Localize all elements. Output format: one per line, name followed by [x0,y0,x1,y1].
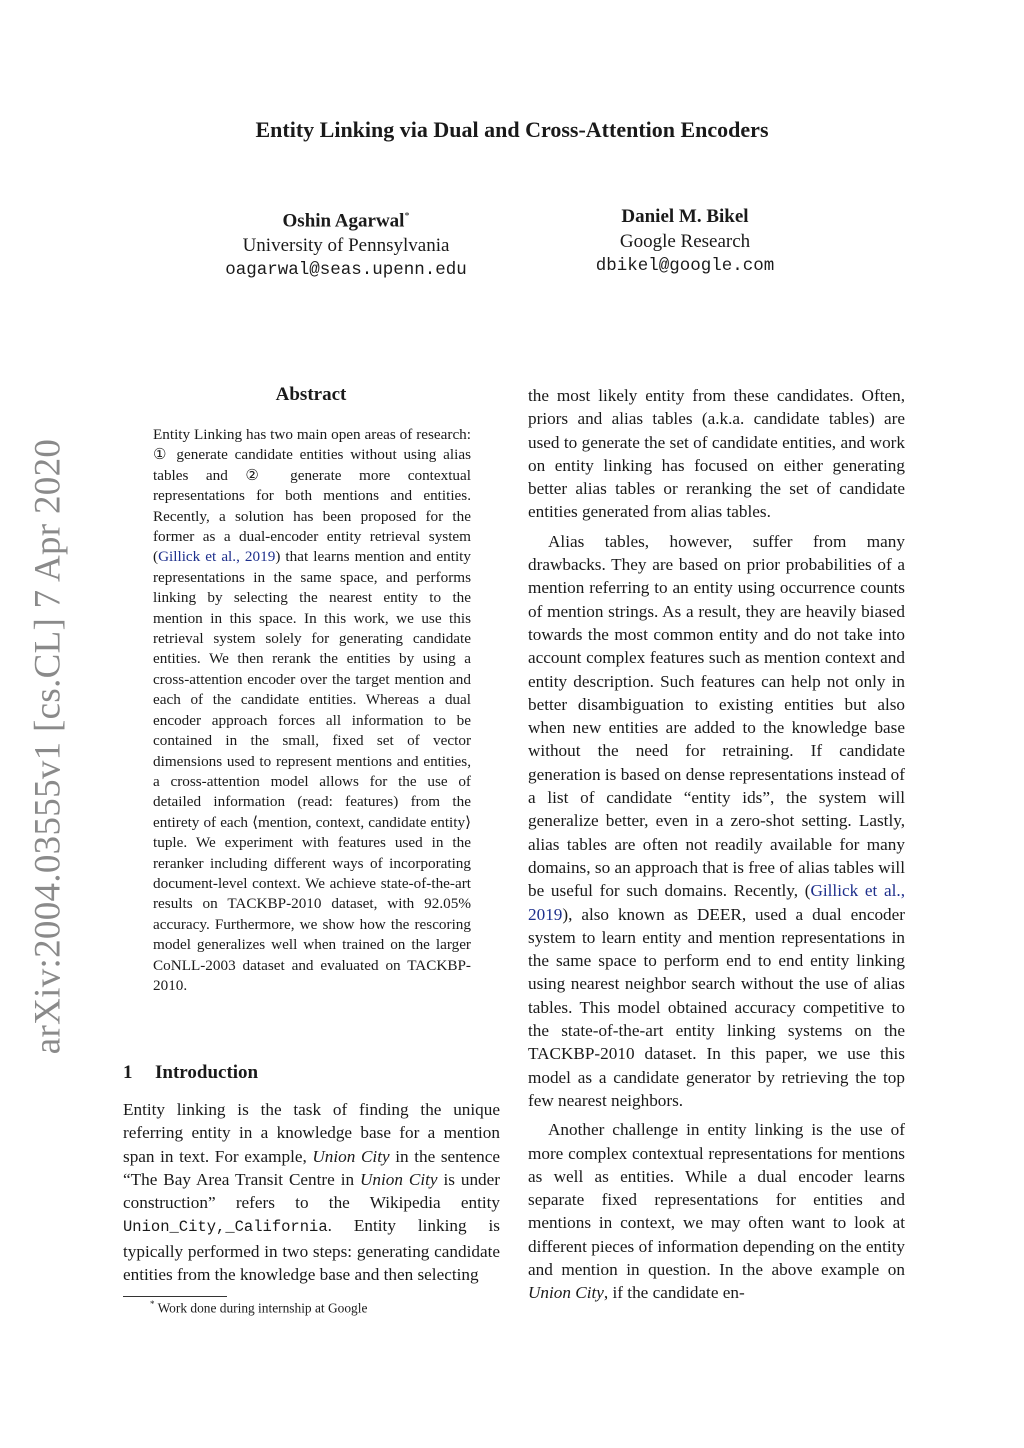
section-number: 1 [123,1062,133,1083]
author-block-1 [196,204,496,283]
paragraph: Another challenge in entity linking is the use of more complex contextual representations for mentions as well as entities. While a dual encoder learns separate fixed representations for entities and mentions in context, we may often want to look at different pieces of information depending on the entity and mention in question. In the above example on Union City, if the candidate en- [528,1120,905,1303]
footnote [150,1299,367,1316]
author-affiliation: University of Pennsylvania [242,235,450,257]
author-name: Daniel M. Bikel [621,206,749,227]
footnote-text: Work done during internship at Google [157,1300,368,1316]
citation-link[interactable]: Gillick et al., 2019 [528,881,905,924]
footnote-rule [123,1296,227,1297]
abstract-heading: Abstract [275,384,347,405]
author-footnote-mark: * [404,211,410,222]
author-name: Oshin Agarwal [282,210,405,232]
section-title: Introduction [155,1062,259,1083]
author-email: dbikel@google.com [595,256,775,276]
section-heading [123,1062,258,1084]
paper-title: Entity Linking via Dual and Cross-Attention Encoders [255,117,769,142]
author-email: oagarwal@seas.upenn.edu [225,260,467,281]
author-affiliation: Google Research [619,231,751,252]
abstract-text: Entity Linking has two main open areas of research: ① generate candidate entities without using alias tables and ② generate more contextual representations for both mentions and entities. Recently, a solution has been proposed for the former as a dual-encoder entity retrieval system (Gillick et al., 2019) that learns mention and entity representations in the same space, and performs linking by selecting the nearest entity to the mention in this space. In this work, we use this retrieval system solely for generating candidate entities. We then rerank the entities by using a cross-attention encoder over the target mention and each of the candidate entities. Whereas a dual encoder approach forces all information to be contained in the small, fixed set of vector dimensions used to represent mentions and entities, a cross-attention model allows for the use of detailed information (read: features) from the entirety of each ⟨mention, context, candidate entity⟩ tuple. We experiment with features used in the reranker including different ways of incorporating document-level context. We achieve state-of-the-art results on TACKBP-2010 dataset, with 92.05% accuracy. Furthermore, we show how the rescoring model generalizes well when trained on the larger CoNLL-2003 dataset and evaluated on TACKBP-2010. [153,426,471,994]
footnote-mark: * [150,1299,155,1309]
intro-paragraph: Entity linking is the task of finding the unique referring entity in a knowledge base for a mention span in text. For example, Union City in the sentence “The Bay Area Transit Centre in Union City is under construction” refers to the Wikipedia entity Union_City,_California. Entity linking is typically performed in two steps: generating candidate entities from the knowledge base and then selecting [123,1100,500,1285]
entity-code: Union_City,_California [123,1218,328,1237]
citation-link[interactable]: Gillick et al., 2019 [158,548,276,566]
paragraph: the most likely entity from these candidates. Often, priors and alias tables (a.k.a. candidate tables) are used to generate the set of candidate entities, and work on entity linking has focused on either generating better alias tables or reranking the set of candidate entities generated from alias tables. [528,386,905,522]
right-column [528,384,905,1305]
arxiv-watermark: arXiv:2004.03555v1 [cs.CL] 7 Apr 2020 [27,438,69,1055]
paragraph: Alias tables, however, suffer from many drawbacks. They are based on prior probabilities of a mention referring to an entity using occurrence counts of mention strings. As a result, they are heavily biased towards the most common entity and do not take into account complex features such as mention context and entity description. Such features can help not only in better disambiguation to existing entities but also when new entities are added to the knowledge base without the need for retraining. If candidate generation is based on dense representations instead of a list of candidate “entity ids”, the system will generalize better, even in a zero-shot setting. Lastly, alias tables are often not readily available for many domains, so an approach that is free of alias tables will be useful for such domains. Recently, (Gillick et al., 2019), also known as DEER, used a dual encoder system to learn entity and mention representations in the same space to perform end to end entity linking using nearest neighbor search without the use of alias tables. This model obtained accuracy competitive to the state-of-the-art entity linking systems on the TACKBP-2010 dataset. In this paper, we use this model as a candidate generator by retrieving the top few nearest neighbors. [528,531,905,1110]
author-block-2 [535,204,835,279]
